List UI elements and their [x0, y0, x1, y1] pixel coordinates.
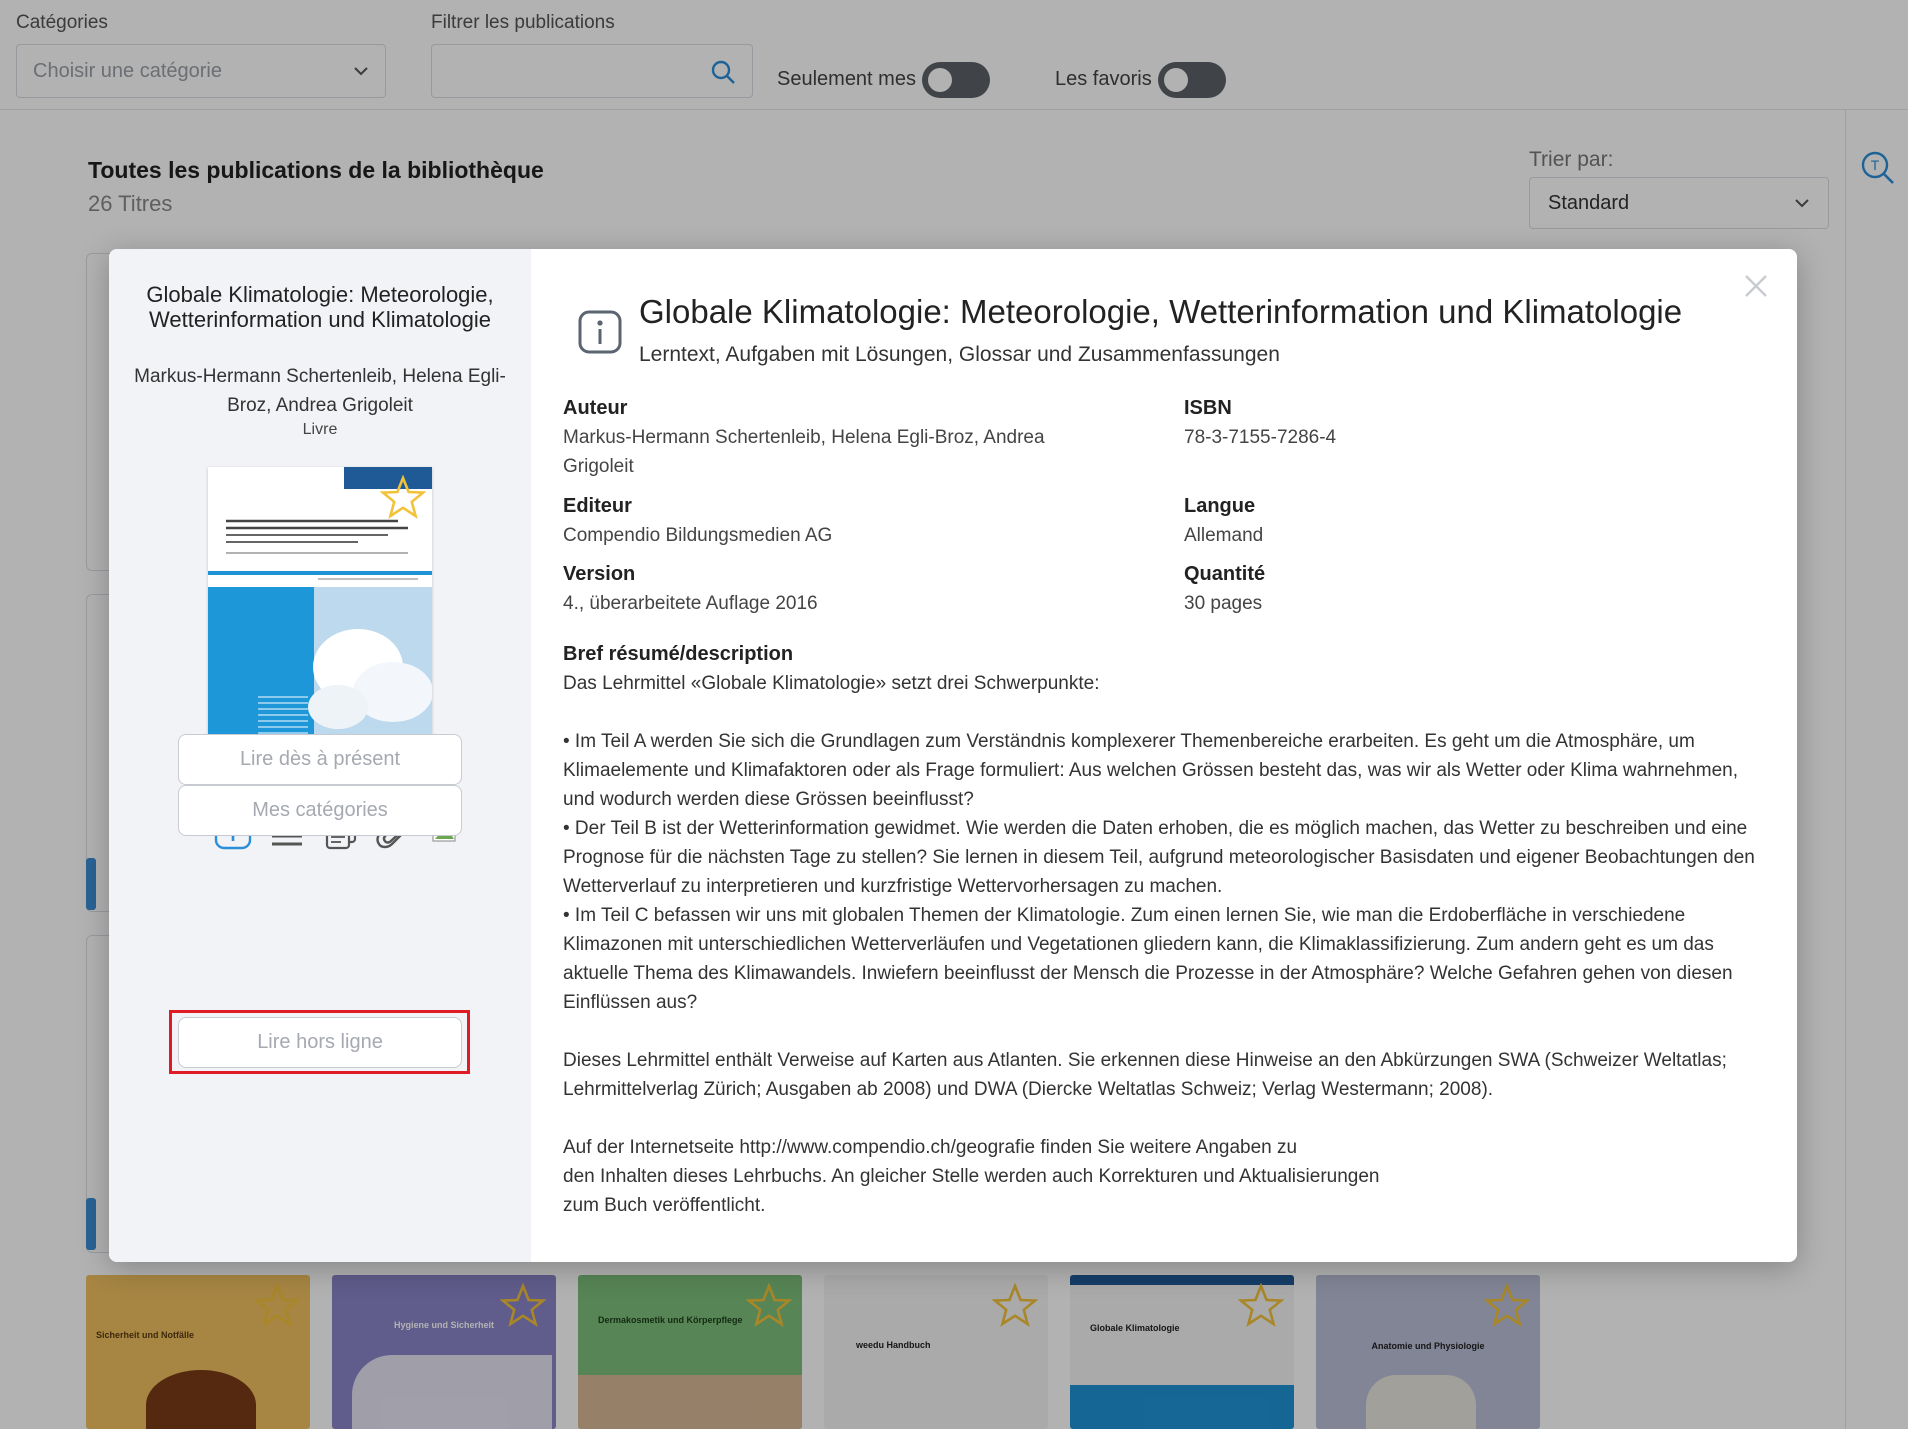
- book-cover-title: weedu Handbuch: [856, 1340, 931, 1350]
- publisher-value: Compendio Bildungsmedien AG: [563, 525, 833, 546]
- description-atlas: Dieses Lehrmittel enthält Verweise auf Karten aus Atlanten. Sie erkennen diese Hinweise an den Abkürzungen SWA (Schweizer Weltatlas; Lehrmittelverlag Zürich; Ausgaben ab 2008) und DWA (Diercke Weltatlas Schweiz; Verlag Westermann; 2008).: [563, 1050, 1727, 1100]
- description-web-1: Auf der Internetseite http://www.compendio.ch/geografie finden Sie weitere Angaben zu: [563, 1137, 1298, 1158]
- meta-version: [563, 560, 1103, 618]
- highlight-box: [169, 1010, 470, 1074]
- info-icon: [577, 309, 623, 355]
- description-part-b: • Der Teil B ist der Wetterinformation gewidmet. Wie werden die Daten erhoben, die es möglich machen, das Wetter zu beschreiben und eine Prognose für die nächsten Tage zu stellen? Sie lernen in diesem Teil, aufgrund meteorologischer Basisdaten und eigener Beobachtungen den Wetterverlauf zu interpretieren und kurzfristige Wettervorhersagen zu machen.: [563, 818, 1755, 897]
- description-intro: Das Lehrmittel «Globale Klimatologie» setzt drei Schwerpunkte:: [563, 673, 1100, 694]
- language-label: Langue: [1184, 495, 1256, 517]
- meta-language: [1184, 492, 1744, 550]
- sort-label: Trier par:: [1529, 148, 1614, 171]
- book-cover-title: Dermakosmetik und Körperpflege: [598, 1315, 743, 1325]
- meta-isbn: [1184, 394, 1744, 452]
- read-now-button[interactable]: Lire dès à présent: [178, 734, 462, 785]
- book-cover-title: Anatomie und Physiologie: [1371, 1341, 1485, 1351]
- categories-label: Catégories: [16, 12, 108, 33]
- publisher-label: Editeur: [563, 495, 632, 517]
- detail-title: Globale Klimatologie: Meteorologie, Wetterinformation und Klimatologie: [639, 293, 1683, 330]
- description: [563, 640, 1773, 1220]
- quantity-value: 30 pages: [1184, 593, 1263, 614]
- author-value: Markus-Hermann Schertenleib, Helena Egli-Broz, Andrea Grigoleit: [563, 427, 1045, 477]
- isbn-value: 78-3-7155-7286-4: [1184, 427, 1337, 448]
- description-web-2: den Inhalten dieses Lehrbuchs. An gleicher Stelle werden auch Korrekturen und Aktualisierungen: [563, 1166, 1380, 1187]
- favorite-star-icon[interactable]: [380, 475, 426, 521]
- publication-detail-modal: [109, 249, 1797, 1262]
- isbn-label: ISBN: [1184, 397, 1232, 419]
- version-label: Version: [563, 563, 636, 585]
- book-cover-title: Hygiene und Sicherheit: [393, 1320, 495, 1330]
- description-part-a: • Im Teil A werden Sie sich die Grundlagen zum Verständnis komplexerer Themenbereiche erarbeiten. Es geht um die Atmosphäre, um Klimaelemente und Klimafaktoren oder als Frage formuliert: Aus welchen Grössen besteht das, was wir als Wetter oder Klima wahrnehmen, und wodurch werden diese Grössen beeinflusst?: [563, 731, 1739, 810]
- my-categories-button[interactable]: Mes catégories: [178, 785, 462, 836]
- meta-quantity: [1184, 560, 1744, 618]
- description-web-3: zum Buch veröffentlicht.: [563, 1195, 766, 1216]
- meta-publisher: [563, 492, 1103, 550]
- version-value: 4., überarbeitete Auflage 2016: [563, 593, 818, 614]
- close-icon[interactable]: [1743, 273, 1769, 299]
- quantity-label: Quantité: [1184, 563, 1266, 585]
- meta-author: [563, 394, 1103, 481]
- only-mine-label: Seulement mes: [777, 68, 916, 90]
- book-cover-title: Globale Klimatologie: [1090, 1323, 1180, 1333]
- author-label: Auteur: [563, 397, 628, 419]
- language-value: Allemand: [1184, 525, 1264, 546]
- page-title: Toutes les publications de la bibliothèque: [88, 157, 544, 183]
- book-type: Livre: [302, 421, 338, 438]
- modal-left-panel: [109, 249, 531, 1262]
- description-label: Bref résumé/description: [563, 643, 794, 665]
- book-title: Globale Klimatologie: Meteorologie, Wetterinformation und Klimatologie: [146, 282, 494, 332]
- book-authors: Markus-Hermann Schertenleib, Helena Egli-Broz, Andrea Grigoleit: [134, 366, 506, 416]
- search-label: Filtrer les publications: [431, 12, 615, 33]
- sort-select-value: Standard: [1548, 191, 1630, 214]
- title-count: 26 Titres: [88, 191, 173, 216]
- description-part-c: • Im Teil C befassen wir uns mit globalen Themen der Klimatologie. Zum einen lernen Sie, wie man die Erdoberfläche in verschiedene Klimazonen mit unterschiedlichen Wetterverläufen und Vegetationen gliedern kann, die Klimaklassifizierung. Zum andern geht es um das aktuelle Thema des Klimawandels. Inwiefern beeinflusst der Mensch die Prozesse in der Atmosphäre? Welche Gefahren gehen von diesen Einflüssen aus?: [563, 905, 1733, 1013]
- read-offline-button[interactable]: Lire hors ligne: [178, 1017, 462, 1068]
- svg-text:T: T: [1870, 157, 1880, 173]
- detail-subtitle: Lerntext, Aufgaben mit Lösungen, Glossar und Zusammenfassungen: [639, 343, 1280, 366]
- book-cover-title: Sicherheit und Notfälle: [96, 1330, 195, 1340]
- category-select-value: Choisir une catégorie: [33, 59, 222, 82]
- favorites-label: Les favoris: [1055, 68, 1152, 90]
